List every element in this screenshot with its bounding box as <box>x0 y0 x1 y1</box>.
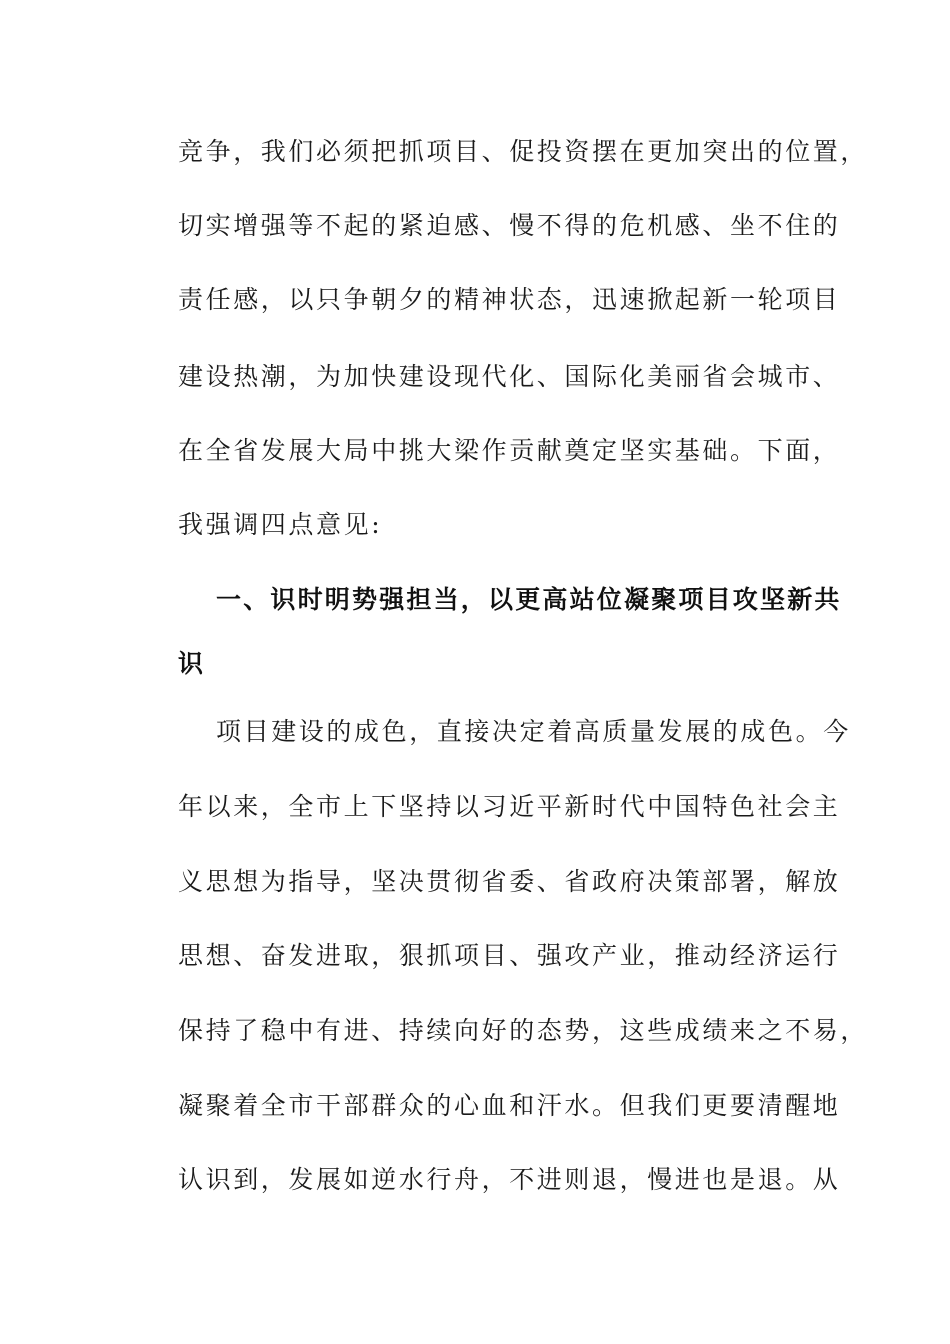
body-line-3: 义思想为指导，坚决贯彻省委、省政府决策部署，解放 <box>178 867 841 896</box>
intro-line-3: 责任感，以只争朝夕的精神状态，迅速掀起新一轮项目 <box>178 285 841 314</box>
body-line-4: 思想、奋发进取，狠抓项目、强攻产业，推动经济运行 <box>178 941 841 970</box>
intro-line-6: 我强调四点意见: <box>178 510 383 539</box>
body-line-2: 年以来，全市上下坚持以习近平新时代中国特色社会主 <box>178 792 841 821</box>
intro-line-1: 竞争，我们必须把抓项目、促投资摆在更加突出的位置， <box>178 137 869 166</box>
body-line-5: 保持了稳中有进、持续向好的态势，这些成绩来之不易， <box>178 1016 869 1045</box>
intro-line-4: 建设热潮，为加快建设现代化、国际化美丽省会城市、 <box>178 362 841 391</box>
section-heading-line-1: 一、识时明势强担当，以更高站位凝聚项目攻坚新共 <box>216 585 842 614</box>
body-line-1: 项目建设的成色，直接决定着高质量发展的成色。今 <box>216 717 851 746</box>
intro-line-5: 在全省发展大局中挑大梁作贡献奠定坚实基础。下面， <box>178 436 841 465</box>
section-heading-line-2: 识 <box>178 649 206 678</box>
body-line-6: 凝聚着全市干部群众的心血和汗水。但我们更要清醒地 <box>178 1091 841 1120</box>
body-line-7: 认识到，发展如逆水行舟，不进则退，慢进也是退。从 <box>178 1165 841 1194</box>
intro-line-2: 切实增强等不起的紧迫感、慢不得的危机感、坐不住的 <box>178 211 841 240</box>
